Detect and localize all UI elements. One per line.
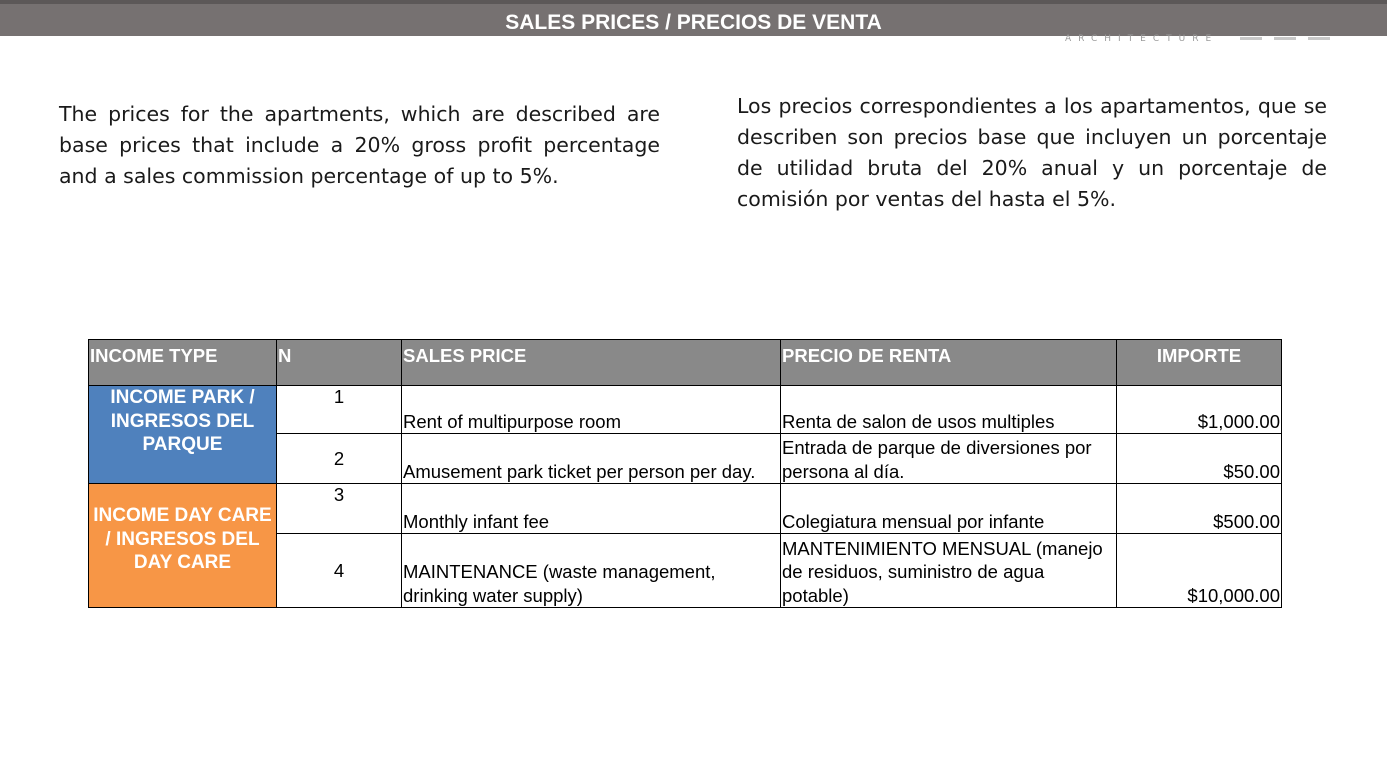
header-importe: IMPORTE — [1117, 340, 1282, 386]
header-income-type: INCOME TYPE — [89, 340, 277, 386]
header-n: N — [277, 340, 402, 386]
precio-renta-cell: Renta de salon de usos multiples — [781, 386, 1117, 434]
logo-text: ARCHITECTURE — [1065, 34, 1219, 42]
group-income-daycare: INCOME DAY CARE / INGRESOS DEL DAY CARE — [89, 484, 277, 608]
row-number: 1 — [277, 386, 402, 434]
sales-price-cell: MAINTENANCE (waste management, drinking water supply) — [402, 534, 781, 608]
importe-cell: $1,000.00 — [1117, 386, 1282, 434]
sales-price-cell: Monthly infant fee — [402, 484, 781, 534]
importe-cell: $50.00 — [1117, 434, 1282, 484]
group-income-park: INCOME PARK / INGRESOS DEL PARQUE — [89, 386, 277, 484]
row-number: 2 — [277, 434, 402, 484]
intro-spanish: Los precios correspondientes a los apartamentos, que se describen son precios base que incluyen un porcentaje de utilidad bruta del 20% anual y un porcentaje de comisión por ventas del hasta el 5%. — [737, 94, 1327, 211]
logo — [1065, 34, 1365, 42]
intro-english: The prices for the apartments, which are described are base prices that include a 20% gross profit percentage and a sales commission percentage of up to 5%. — [59, 102, 660, 188]
sales-price-cell: Amusement park ticket per person per day. — [402, 434, 781, 484]
precio-renta-cell: Entrada de parque de diversiones por persona al día. — [781, 434, 1117, 484]
prices-table — [88, 339, 1282, 608]
logo-bars — [1240, 37, 1330, 40]
precio-renta-cell: MANTENIMIENTO MENSUAL (manejo de residuos, suministro de agua potable) — [781, 534, 1117, 608]
sales-price-cell: Rent of multipurpose room — [402, 386, 781, 434]
importe-cell: $10,000.00 — [1117, 534, 1282, 608]
precio-renta-cell: Colegiatura mensual por infante — [781, 484, 1117, 534]
table-row — [89, 484, 1282, 534]
table-header-row — [89, 340, 1282, 386]
header-sales-price: SALES PRICE — [402, 340, 781, 386]
title-bar — [0, 0, 1387, 36]
page-title: SALES PRICES / PRECIOS DE VENTA — [505, 11, 882, 34]
row-number: 4 — [277, 534, 402, 608]
table-row — [89, 386, 1282, 434]
row-number: 3 — [277, 484, 402, 534]
importe-cell: $500.00 — [1117, 484, 1282, 534]
header-precio-renta: PRECIO DE RENTA — [781, 340, 1117, 386]
